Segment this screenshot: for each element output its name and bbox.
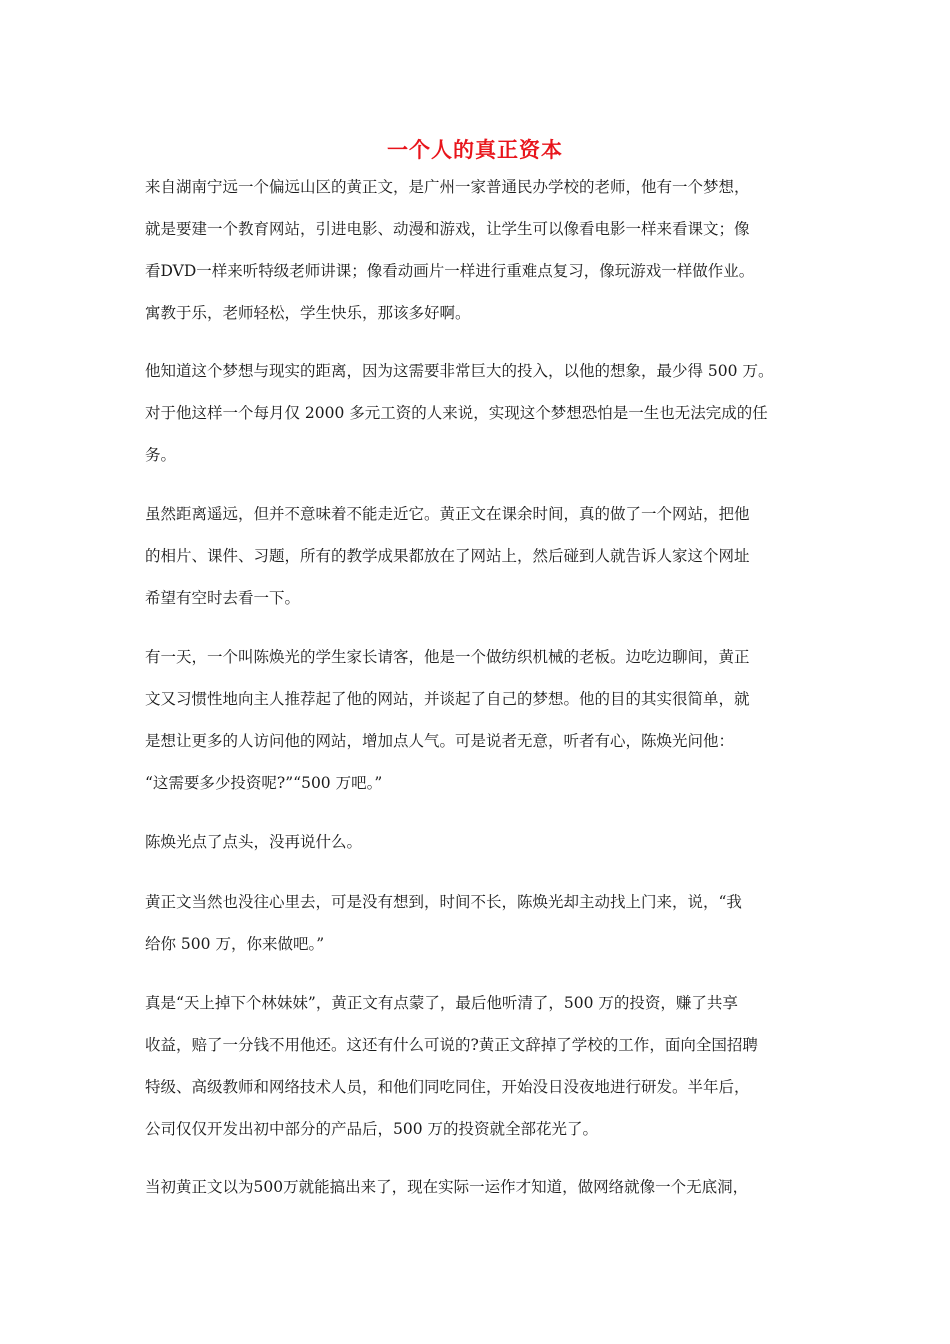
text-line: 特级、高级教师和网络技术人员，和他们同吃同住，开始没日没夜地进行研发。半年后， <box>145 1078 750 1096</box>
text-line: 当初黄正文以为500万就能搞出来了，现在实际一运作才知道，做网络就像一个无底洞， <box>145 1178 749 1196</box>
paragraph-6 <box>145 881 815 965</box>
text-line: 文又习惯性地向主人推荐起了他的网站，并谈起了自己的梦想。他的目的其实很简单，就 <box>145 690 750 708</box>
paragraph-2 <box>145 350 815 476</box>
text-line: 对于他这样一个每月仅 2000 多元工资的人来说，实现这个梦想恐怕是一生也无法完成的任 <box>145 404 768 422</box>
text-line: 他知道这个梦想与现实的距离，因为这需要非常巨大的投入，以他的想象，最少得 500 万。 <box>145 362 774 380</box>
text-line: 陈焕光点了点头，没再说什么。 <box>145 833 363 851</box>
paragraph-5 <box>145 821 815 863</box>
paragraph-1 <box>145 166 815 334</box>
text-line: 真是“天上掉下个林妹妹”，黄正文有点蒙了，最后他听清了，500 万的投资，赚了共享 <box>145 994 738 1012</box>
text-line: 来自湖南宁远一个偏远山区的黄正文，是广州一家普通民办学校的老师，他有一个梦想， <box>145 178 750 196</box>
text-line: 希望有空时去看一下。 <box>145 589 301 607</box>
text-line: 务。 <box>145 446 177 464</box>
text-line: 收益，赔了一分钱不用他还。这还有什么可说的?黄正文辞掉了学校的工作，面向全国招聘 <box>145 1036 758 1054</box>
article-title: 一个人的真正资本 <box>387 138 563 163</box>
paragraph-7 <box>145 982 815 1150</box>
text-line: 的相片、课件、习题，所有的教学成果都放在了网站上，然后碰到人就告诉人家这个网址 <box>145 547 750 565</box>
text-line: 黄正文当然也没往心里去，可是没有想到，时间不长，陈焕光却主动找上门来，说，“我 <box>145 893 742 911</box>
paragraph-8 <box>145 1166 815 1208</box>
paragraph-3 <box>145 493 815 619</box>
paragraph-4 <box>145 636 815 804</box>
text-line: 是想让更多的人访问他的网站，增加点人气。可是说者无意，听者有心，陈焕光问他： <box>145 732 735 750</box>
text-line: 有一天，一个叫陈焕光的学生家长请客，他是一个做纺织机械的老板。边吃边聊间，黄正 <box>145 648 750 666</box>
text-line: 公司仅仅开发出初中部分的产品后，500 万的投资就全部花光了。 <box>145 1120 599 1138</box>
text-line: 寓教于乐，老师轻松，学生快乐，那该多好啊。 <box>145 304 471 322</box>
text-line: 给你 500 万，你来做吧。” <box>145 935 325 953</box>
text-line: 虽然距离遥远，但并不意味着不能走近它。黄正文在课余时间，真的做了一个网站，把他 <box>145 505 750 523</box>
text-line: 看DVD一样来听特级老师讲课；像看动画片一样进行重难点复习，像玩游戏一样做作业。 <box>145 262 755 280</box>
text-line: “这需要多少投资呢?”“500 万吧。” <box>145 774 383 792</box>
text-line: 就是要建一个教育网站，引进电影、动漫和游戏，让学生可以像看电影一样来看课文；像 <box>145 220 750 238</box>
